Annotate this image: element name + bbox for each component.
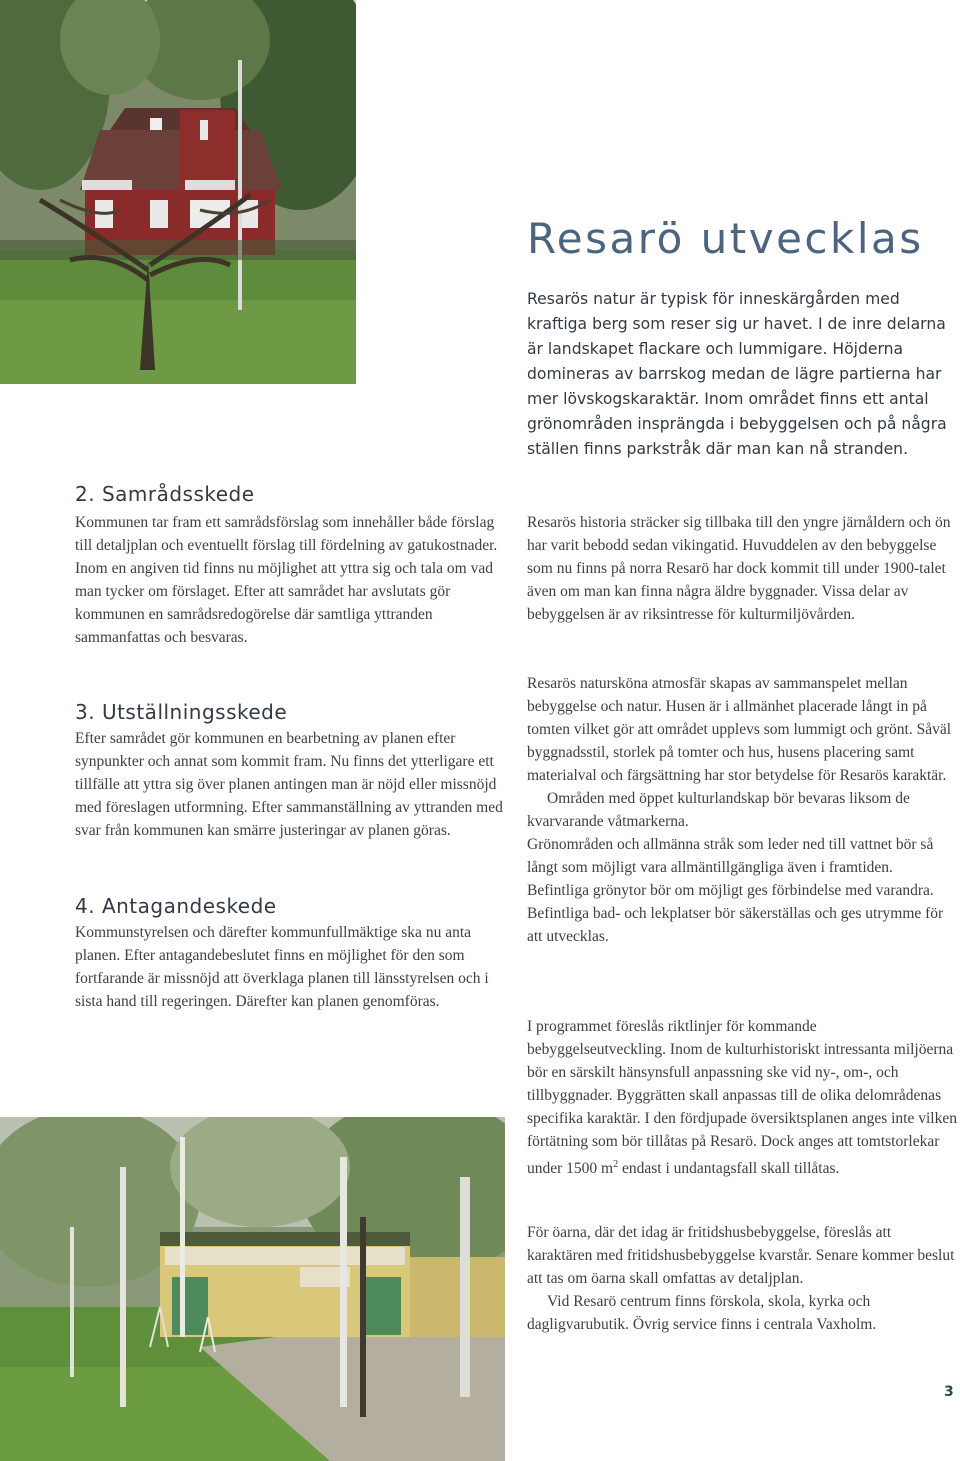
paragraph-program xyxy=(527,1015,957,1180)
intro-paragraph: Resarös natur är typisk för inneskärgården med kraftiga berg som reser sig ur havet. I de inre delarna är landskapet flackare och lummigare. Höjderna domineras av barrskog medan de lägre partierna har mer lövskogskaraktär. Inom området finns ett antal grönområden insprängda i bebyggelsen och på några ställen finns parkstråk där man kan nå stranden. xyxy=(527,290,947,458)
section-text-samradsskede: Kommunen tar fram ett samrådsförslag som innehåller både förslag till detaljplan och eventuellt förslag till fördelning av gatukostnader. Inom en angiven tid finns nu möjlighet att yttra sig och tala om vad man tycker om förslaget. Efter att samrådet har avslutats gör kommunen en samrådsredogörelse där samtliga yttranden sammanfattas och besvaras. xyxy=(75,514,498,646)
section-text-antagandeskede: Kommunstyrelsen och därefter kommunfullmäktige ska nu anta planen. Efter antagandebeslutet finns en möjlighet för den som fortfarande är missnöjd att överklaga planen till länsstyrelsen och i sista hand till regeringen. Därefter kan planen genomföras. xyxy=(75,924,489,1010)
section-heading-samradsskede: 2. Samrådsskede xyxy=(75,482,255,506)
photo-red-house xyxy=(0,0,356,384)
paragraph-history: Resarös historia sträcker sig tillbaka till den yngre järnåldern och ön har varit bebodd sedan vikingatid. Huvuddelen av den bebyggelse som nu finns på norra Resarö har dock kommit till under 1900-talet även om man kan finna några äldre byggnader. Vissa delar av bebyggelsen är av riksintresse för kulturmiljövården. xyxy=(527,514,951,623)
program-sup: 2 xyxy=(613,1159,619,1170)
paragraph-atmosphere: Resarös natursköna atmosfär skapas av sammanspelet mellan bebyggelse och natur. Husen är i allmänhet placerade långt in på tomten vilket gör att området upplevs som lummigt och grönt. Såväl byggnadsstil, storlek på tomter och hus, husens placering samt materialval och färgsättning har stor betydelse för Resarös karaktär. xyxy=(527,675,952,784)
paragraph-group-islands xyxy=(527,1221,957,1336)
paragraph-centre: Vid Resarö centrum finns förskola, skola, kyrka och dagligvarubutik. Övrig service finns i centrala Vaxholm. xyxy=(527,1293,877,1333)
paragraph-islands: För öarna, där det idag är fritidshusbebyggelse, föreslås att karaktären med fritidshusbebyggelse kvarstår. Senare kommer beslut att tas om öarna skall omfattas av detaljplan. xyxy=(527,1224,955,1287)
paragraph-culture: Områden med öppet kulturlandskap bör bevaras liksom de kvarvarande våtmarkerna. xyxy=(527,790,910,830)
program-text-end: endast i undantagsfall skall tillåtas. xyxy=(618,1160,840,1178)
paragraph-green: Grönområden och allmänna stråk som leder ned till vattnet bör så långt som möjligt vara allmäntillgängliga även i framtiden. Befintliga grönytor bör om möjligt ges förbindelse med varandra. Befintliga bad- och lekplatser bör säkerställas och ges utrymme för att utvecklas. xyxy=(527,836,944,945)
paragraph-group-nature xyxy=(527,672,957,948)
section-text-utstallningsskede: Efter samrådet gör kommunen en bearbetning av planen efter synpunkter och annat som kommit fram. Nu finns det ytterligare ett tillfälle att yttra sig över planen antingen man är nöjd eller missnöjd med föreslagen utformning. Efter sammanställning av yttranden med svar från kommunen kan smärre justeringar av planen göras. xyxy=(75,730,503,839)
photo-yellow-pavilion xyxy=(0,1117,505,1461)
page-number: 3 xyxy=(944,1384,954,1400)
program-text: I programmet föreslås riktlinjer för kommande bebyggelseutveckling. Inom de kulturhistoriskt intressanta miljöerna bör en särskilt hänsynsfull anpassning ske vid ny-, om-, och tillbyggnader. Byggrätten skall anpassas till de olika delområdenas specifika karaktär. I den fördjupade översiktsplanen anges inte vilken förtätning som bör tillåtas på Resarö. Dock anges att tomtstorlekar under 1500 m xyxy=(527,1018,957,1178)
section-heading-utstallningsskede: 3. Utställningsskede xyxy=(75,700,288,724)
page-title: Resarö utvecklas xyxy=(527,214,924,263)
section-heading-antagandeskede: 4. Antagandeskede xyxy=(75,894,277,918)
